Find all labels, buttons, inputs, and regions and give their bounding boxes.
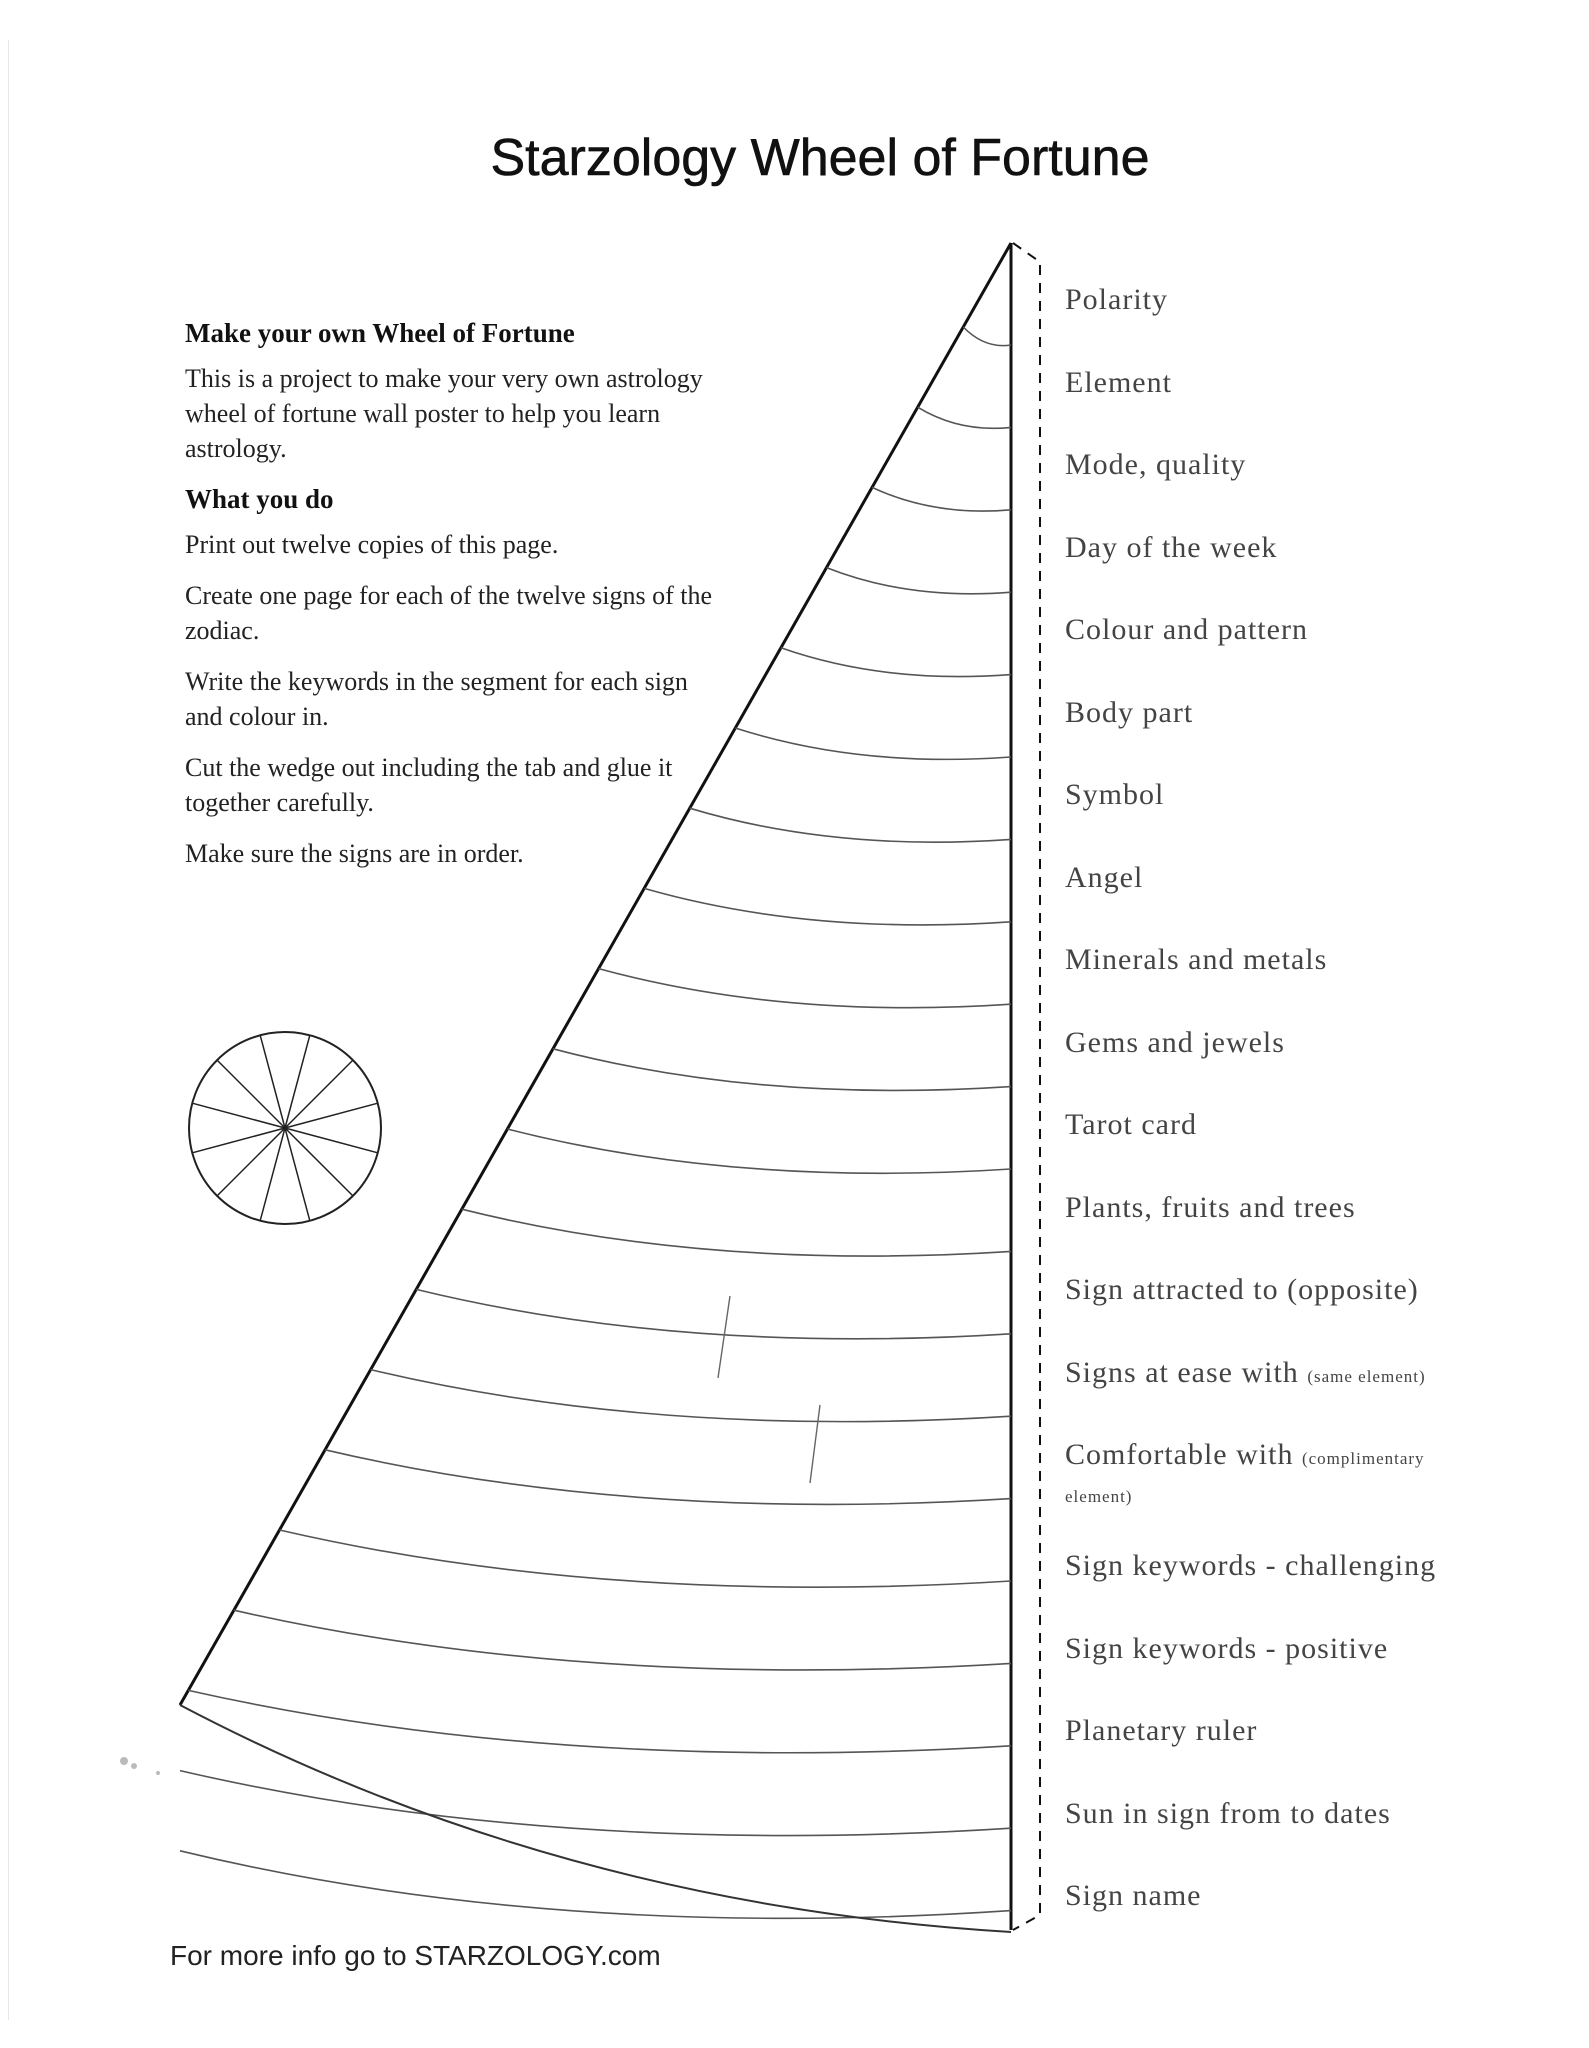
segment-label-keywords-challenging: Sign keywords - challenging bbox=[1065, 1549, 1437, 1582]
segment-arc bbox=[644, 888, 1011, 925]
wheel-spoke bbox=[260, 1128, 285, 1221]
segment-arc bbox=[553, 1049, 1011, 1091]
wheel-spoke bbox=[260, 1035, 285, 1128]
wheel-spoke bbox=[192, 1103, 285, 1128]
segment-label-body-part: Body part bbox=[1065, 696, 1194, 729]
segment-label-note: (complimentary bbox=[1301, 1449, 1425, 1468]
segment-arc bbox=[781, 648, 1011, 677]
footer-link-text: For more info go to STARZOLOGY.com bbox=[170, 1940, 661, 1971]
wheel-spoke bbox=[285, 1128, 310, 1221]
wheel-spoke bbox=[285, 1128, 353, 1196]
segment-arc bbox=[462, 1209, 1011, 1256]
segment-arc bbox=[234, 1610, 1011, 1670]
segment-label-symbol: Symbol bbox=[1065, 778, 1165, 811]
instruction-step: Print out twelve copies of this page. bbox=[185, 530, 559, 559]
segment-arc bbox=[280, 1530, 1012, 1587]
segment-label-at-ease bbox=[1065, 1356, 1426, 1390]
segment-arc bbox=[180, 1851, 1011, 1919]
segment-arc bbox=[180, 1771, 1011, 1836]
instruction-step: Cut the wedge out including the tab and glue it together carefully. bbox=[185, 753, 673, 817]
segment-arc bbox=[963, 327, 1011, 346]
segment-label-main: Comfortable with bbox=[1065, 1438, 1294, 1471]
segment-arc bbox=[325, 1450, 1011, 1505]
instructions-heading: What you do bbox=[185, 484, 334, 514]
segment-label-minerals: Minerals and metals bbox=[1065, 943, 1328, 976]
segment-arc bbox=[599, 969, 1011, 1008]
wheel-spoke bbox=[217, 1128, 285, 1196]
segment-label-keywords-positive: Sign keywords - positive bbox=[1065, 1632, 1389, 1665]
wheel-spoke bbox=[285, 1103, 378, 1128]
intro-heading: Make your own Wheel of Fortune bbox=[185, 318, 575, 348]
segment-label-mode: Mode, quality bbox=[1065, 448, 1247, 481]
wheel-spoke bbox=[192, 1128, 285, 1153]
segment-label-note: (same element) bbox=[1307, 1367, 1426, 1386]
segment-label-main: Signs at ease with bbox=[1065, 1356, 1299, 1389]
segment-arc bbox=[416, 1289, 1011, 1338]
page-title: Starzology Wheel of Fortune bbox=[490, 129, 1150, 187]
segment-arc bbox=[827, 568, 1012, 594]
wheel-spoke bbox=[285, 1128, 378, 1153]
wheel-spoke bbox=[285, 1060, 353, 1128]
segment-label-tarot: Tarot card bbox=[1065, 1108, 1197, 1141]
segment-divider-mark bbox=[810, 1405, 820, 1483]
segment-label-attracted: Sign attracted to (opposite) bbox=[1065, 1273, 1419, 1306]
scan-speck bbox=[120, 1757, 160, 1775]
segment-arc bbox=[690, 808, 1011, 842]
segment-label-sign-name: Sign name bbox=[1065, 1879, 1202, 1912]
glue-tab bbox=[1013, 243, 1040, 1930]
instruction-step: Make sure the signs are in order. bbox=[185, 839, 524, 868]
segment-label-angel: Angel bbox=[1065, 861, 1144, 894]
instruction-step: Write the keywords in the segment for each sign and colour in. bbox=[185, 667, 688, 731]
wedge-outer-edge bbox=[180, 243, 1011, 1705]
reference-wheel-icon bbox=[189, 1032, 381, 1224]
instruction-step: Create one page for each of the twelve signs of the zodiac. bbox=[185, 581, 713, 645]
segment-label-sun-dates: Sun in sign from to dates bbox=[1065, 1797, 1391, 1830]
segment-label-element: Element bbox=[1065, 366, 1172, 399]
segment-arc bbox=[735, 728, 1011, 759]
segment-divider-mark bbox=[718, 1296, 730, 1378]
wheel-spoke bbox=[217, 1060, 285, 1128]
segment-label-colour: Colour and pattern bbox=[1065, 613, 1308, 646]
wheel-spoke bbox=[285, 1035, 310, 1128]
segment-label-note-line2: element) bbox=[1065, 1487, 1133, 1506]
segment-label-planetary-ruler: Planetary ruler bbox=[1065, 1714, 1258, 1747]
segment-label-polarity: Polarity bbox=[1065, 283, 1168, 316]
segment-arc bbox=[918, 407, 1011, 428]
segment-arc bbox=[371, 1370, 1011, 1422]
segment-arc bbox=[507, 1129, 1011, 1173]
segment-label-day: Day of the week bbox=[1065, 531, 1278, 564]
segment-label-comfortable bbox=[1065, 1438, 1505, 1514]
wedge-bottom-arc bbox=[180, 1705, 1011, 1932]
segment-arcs bbox=[180, 327, 1011, 1932]
segment-label-gems: Gems and jewels bbox=[1065, 1026, 1285, 1059]
segment-arc bbox=[188, 1690, 1011, 1752]
segment-arc bbox=[872, 487, 1011, 511]
intro-paragraph: This is a project to make your very own astrology wheel of fortune wall poster to help you learn astrology. bbox=[185, 364, 703, 463]
segment-label-plants: Plants, fruits and trees bbox=[1065, 1191, 1356, 1224]
